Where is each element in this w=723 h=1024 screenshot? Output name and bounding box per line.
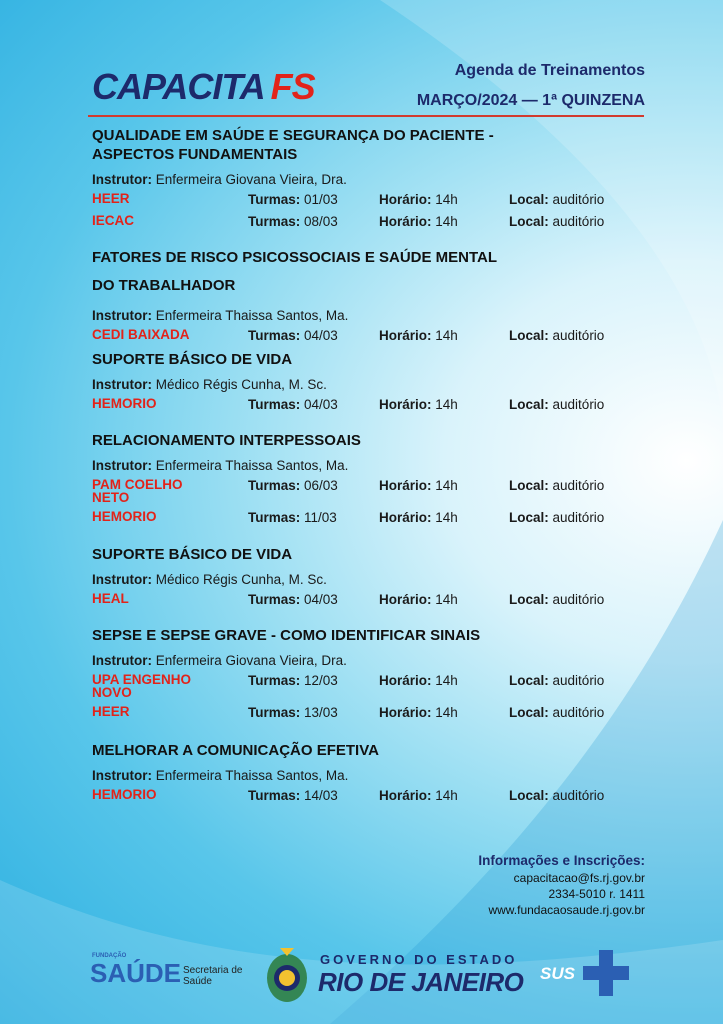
session-turma bbox=[248, 397, 338, 412]
course-instructor bbox=[92, 767, 652, 784]
local-value: auditório bbox=[552, 328, 605, 343]
course-block bbox=[92, 350, 652, 415]
capacita-fs-logo bbox=[92, 66, 315, 108]
session-horario bbox=[379, 192, 458, 207]
header-title: Agenda de Treinamentos bbox=[454, 62, 645, 79]
sus-cross-icon bbox=[583, 950, 629, 996]
fundacao-label: FUNDAÇÃO bbox=[92, 953, 127, 959]
horario-value: 14h bbox=[435, 705, 458, 720]
course-instructor bbox=[92, 376, 652, 393]
turma-value: 13/03 bbox=[304, 705, 338, 720]
course-instructor bbox=[92, 652, 652, 669]
course-instructor bbox=[92, 457, 652, 474]
session-row bbox=[92, 474, 652, 506]
horario-label: Horário: bbox=[379, 328, 432, 343]
local-value: auditório bbox=[552, 397, 605, 412]
secretaria-line2: Saúde bbox=[183, 976, 212, 987]
session-row bbox=[92, 784, 652, 806]
session-unit: HEMORIO bbox=[92, 509, 157, 524]
session-row bbox=[92, 669, 652, 701]
horario-label: Horário: bbox=[379, 788, 432, 803]
instructor-name: Enfermeira Thaissa Santos, Ma. bbox=[155, 768, 349, 783]
session-horario bbox=[379, 328, 458, 343]
session-horario bbox=[379, 705, 458, 720]
secretaria-saude-logo bbox=[183, 965, 242, 987]
turma-value: 04/03 bbox=[304, 397, 338, 412]
fundacao-saude-logo: SAÚDE bbox=[90, 958, 182, 988]
session-horario bbox=[379, 592, 458, 607]
session-local bbox=[509, 328, 604, 343]
horario-value: 14h bbox=[435, 328, 458, 343]
session-turma bbox=[248, 192, 338, 207]
session-row bbox=[92, 701, 652, 723]
session-horario bbox=[379, 510, 458, 525]
session-row bbox=[92, 210, 652, 232]
course-title: DO TRABALHADOR bbox=[92, 277, 236, 294]
course-block bbox=[92, 545, 652, 610]
course-block bbox=[92, 244, 652, 346]
session-row bbox=[92, 324, 652, 346]
course-instructor bbox=[92, 307, 652, 324]
session-unit: HEER bbox=[92, 704, 130, 719]
turma-label: Turmas: bbox=[248, 788, 301, 803]
horario-label: Horário: bbox=[379, 673, 432, 688]
instructor-name: Enfermeira Thaissa Santos, Ma. bbox=[155, 458, 349, 473]
course-title: MELHORAR A COMUNICAÇÃO EFETIVA bbox=[92, 742, 379, 759]
horario-value: 14h bbox=[435, 478, 458, 493]
session-unit: HEMORIO bbox=[92, 396, 157, 411]
instructor-name: Médico Régis Cunha, M. Sc. bbox=[155, 572, 327, 587]
local-label: Local: bbox=[509, 705, 549, 720]
instructor-label: Instrutor: bbox=[92, 572, 152, 587]
course-instructor bbox=[92, 171, 652, 188]
secretaria-line1: Secretaria de bbox=[183, 965, 243, 976]
local-label: Local: bbox=[509, 788, 549, 803]
session-local bbox=[509, 192, 604, 207]
instructor-label: Instrutor: bbox=[92, 172, 152, 187]
info-title: Informações e Inscrições: bbox=[478, 853, 645, 868]
horario-value: 14h bbox=[435, 673, 458, 688]
session-local bbox=[509, 788, 604, 803]
course-title: SUPORTE BÁSICO DE VIDA bbox=[92, 351, 293, 368]
session-local bbox=[509, 214, 604, 229]
horario-label: Horário: bbox=[379, 592, 432, 607]
rio-de-janeiro-label: RIO DE JANEIRO bbox=[318, 967, 524, 997]
local-value: auditório bbox=[552, 788, 605, 803]
course-title: QUALIDADE EM SAÚDE E SEGURANÇA DO PACIENTE - bbox=[92, 127, 494, 144]
course-block bbox=[92, 741, 652, 806]
horario-value: 14h bbox=[435, 214, 458, 229]
session-turma bbox=[248, 592, 338, 607]
turma-label: Turmas: bbox=[248, 192, 301, 207]
turma-label: Turmas: bbox=[248, 510, 301, 525]
horario-value: 14h bbox=[435, 592, 458, 607]
course-block bbox=[92, 126, 652, 232]
session-unit: PAM COELHO NETO bbox=[92, 477, 183, 505]
info-phone: 2334-5010 r. 1411 bbox=[548, 887, 645, 901]
local-label: Local: bbox=[509, 673, 549, 688]
horario-value: 14h bbox=[435, 788, 458, 803]
session-unit: HEMORIO bbox=[92, 787, 157, 802]
horario-label: Horário: bbox=[379, 397, 432, 412]
turma-label: Turmas: bbox=[248, 478, 301, 493]
session-row bbox=[92, 393, 652, 415]
local-label: Local: bbox=[509, 397, 549, 412]
turma-label: Turmas: bbox=[248, 705, 301, 720]
course-title: RELACIONAMENTO INTERPESSOAIS bbox=[92, 432, 361, 449]
logo-text: CAPACITA bbox=[92, 66, 265, 107]
course-title: SEPSE E SEPSE GRAVE - COMO IDENTIFICAR SINAIS bbox=[92, 627, 481, 644]
session-unit: IECAC bbox=[92, 213, 135, 228]
session-row bbox=[92, 506, 652, 528]
session-row bbox=[92, 188, 652, 210]
session-row bbox=[92, 588, 652, 610]
session-local bbox=[509, 673, 604, 688]
turma-value: 14/03 bbox=[304, 788, 338, 803]
session-local bbox=[509, 705, 604, 720]
horario-label: Horário: bbox=[379, 214, 432, 229]
course-title: ASPECTOS FUNDAMENTAIS bbox=[92, 146, 298, 163]
session-local bbox=[509, 592, 604, 607]
turma-value: 06/03 bbox=[304, 478, 338, 493]
local-value: auditório bbox=[552, 705, 605, 720]
session-turma bbox=[248, 328, 338, 343]
turma-value: 04/03 bbox=[304, 328, 338, 343]
instructor-name: Médico Régis Cunha, M. Sc. bbox=[155, 377, 327, 392]
session-unit: CEDI BAIXADA bbox=[92, 327, 190, 342]
footer-logos bbox=[0, 940, 723, 1010]
instructor-label: Instrutor: bbox=[92, 308, 152, 323]
local-label: Local: bbox=[509, 478, 549, 493]
info-block bbox=[478, 852, 645, 918]
session-horario bbox=[379, 397, 458, 412]
horario-label: Horário: bbox=[379, 705, 432, 720]
session-unit: HEAL bbox=[92, 591, 129, 606]
session-horario bbox=[379, 478, 458, 493]
course-title: FATORES DE RISCO PSICOSSOCIAIS E SAÚDE MENTAL bbox=[92, 249, 498, 266]
local-value: auditório bbox=[552, 510, 605, 525]
instructor-label: Instrutor: bbox=[92, 458, 152, 473]
instructor-label: Instrutor: bbox=[92, 768, 152, 783]
session-horario bbox=[379, 788, 458, 803]
local-value: auditório bbox=[552, 673, 605, 688]
horario-label: Horário: bbox=[379, 192, 432, 207]
state-coat-of-arms-icon bbox=[260, 944, 314, 1006]
local-value: auditório bbox=[552, 478, 605, 493]
horario-value: 14h bbox=[435, 510, 458, 525]
instructor-name: Enfermeira Giovana Vieira, Dra. bbox=[155, 653, 347, 668]
turma-value: 12/03 bbox=[304, 673, 338, 688]
turma-value: 08/03 bbox=[304, 214, 338, 229]
session-horario bbox=[379, 214, 458, 229]
session-turma bbox=[248, 788, 338, 803]
header-divider bbox=[88, 115, 644, 117]
info-email[interactable]: capacitacao@fs.rj.gov.br bbox=[513, 871, 645, 885]
course-block bbox=[92, 431, 652, 528]
session-turma bbox=[248, 510, 337, 525]
local-label: Local: bbox=[509, 592, 549, 607]
session-turma bbox=[248, 673, 338, 688]
info-site[interactable]: www.fundacaosaude.rj.gov.br bbox=[488, 903, 645, 917]
turma-label: Turmas: bbox=[248, 592, 301, 607]
turma-label: Turmas: bbox=[248, 673, 301, 688]
local-label: Local: bbox=[509, 214, 549, 229]
horario-value: 14h bbox=[435, 397, 458, 412]
session-local bbox=[509, 397, 604, 412]
turma-value: 01/03 bbox=[304, 192, 338, 207]
header-subtitle: MARÇO/2024 — 1ª QUINZENA bbox=[416, 92, 645, 109]
turma-label: Turmas: bbox=[248, 214, 301, 229]
local-label: Local: bbox=[509, 328, 549, 343]
turma-value: 04/03 bbox=[304, 592, 338, 607]
local-value: auditório bbox=[552, 592, 605, 607]
local-value: auditório bbox=[552, 192, 605, 207]
instructor-name: Enfermeira Thaissa Santos, Ma. bbox=[155, 308, 349, 323]
horario-value: 14h bbox=[435, 192, 458, 207]
horario-label: Horário: bbox=[379, 478, 432, 493]
session-horario bbox=[379, 673, 458, 688]
horario-label: Horário: bbox=[379, 510, 432, 525]
session-local bbox=[509, 478, 604, 493]
session-turma bbox=[248, 214, 338, 229]
course-title: SUPORTE BÁSICO DE VIDA bbox=[92, 546, 293, 563]
course-instructor bbox=[92, 571, 652, 588]
governo-label: GOVERNO DO ESTADO bbox=[320, 952, 518, 967]
local-value: auditório bbox=[552, 214, 605, 229]
turma-value: 11/03 bbox=[304, 510, 337, 525]
instructor-name: Enfermeira Giovana Vieira, Dra. bbox=[155, 172, 347, 187]
logo-fs-text: FS bbox=[270, 66, 315, 107]
local-label: Local: bbox=[509, 510, 549, 525]
local-label: Local: bbox=[509, 192, 549, 207]
course-block bbox=[92, 626, 652, 723]
instructor-label: Instrutor: bbox=[92, 653, 152, 668]
sus-logo: SUS bbox=[540, 964, 575, 983]
session-unit: UPA ENGENHO NOVO bbox=[92, 672, 192, 700]
turma-label: Turmas: bbox=[248, 328, 301, 343]
instructor-label: Instrutor: bbox=[92, 377, 152, 392]
session-local bbox=[509, 510, 604, 525]
session-turma bbox=[248, 705, 338, 720]
session-turma bbox=[248, 478, 338, 493]
turma-label: Turmas: bbox=[248, 397, 301, 412]
session-unit: HEER bbox=[92, 191, 130, 206]
